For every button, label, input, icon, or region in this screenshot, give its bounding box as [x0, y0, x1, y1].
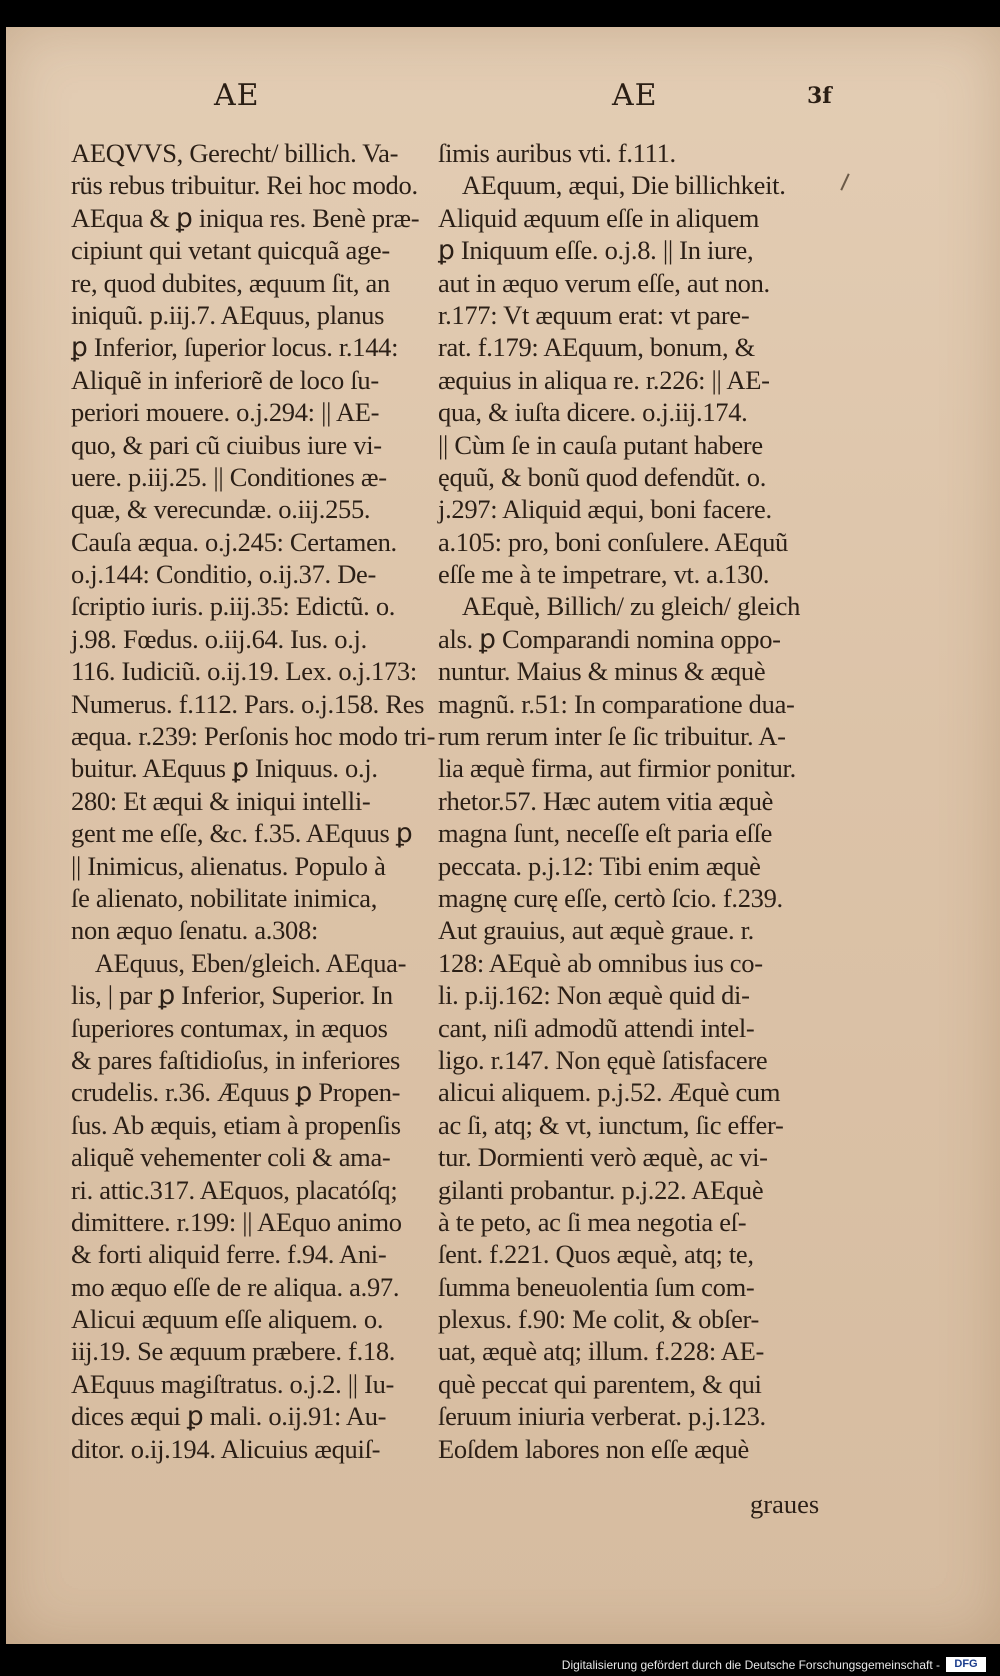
- text-line: æqua. r.239: Perſonis hoc modo tri-: [71, 721, 436, 752]
- text-line: ligo. r.147. Non ęquè ſatisfacere: [438, 1044, 768, 1075]
- text-line: à te peto, ac ſi mea negotia eſ-: [438, 1206, 747, 1237]
- text-line: rüs rebus tribuitur. Rei hoc modo.: [71, 170, 418, 201]
- text-line: j.98. Fœdus. o.iij.64. Ius. o.j.: [71, 623, 367, 654]
- text-line: || Cùm ſe in cauſa putant habere: [438, 429, 763, 460]
- text-column-left: [71, 137, 471, 1465]
- text-line: uat, æquè atq; illum. f.228: AE-: [438, 1336, 765, 1367]
- running-head-right: AE: [612, 78, 658, 113]
- text-line: quo, & pari cũ ciuibus iure vi-: [71, 429, 382, 460]
- text-line: rum rerum inter ſe ſic tribuitur. A-: [438, 721, 786, 752]
- text-line: ri. attic.317. AEquos, placatóſq;: [71, 1174, 398, 1205]
- text-line: ꝑ Inferior, ſuperior locus. r.144:: [71, 332, 399, 363]
- text-line: j.297: Aliquid æqui, boni facere.: [438, 494, 772, 525]
- text-line: ſuperiores contumax, in æquos: [71, 1012, 388, 1043]
- credit-bar: [0, 1652, 1000, 1676]
- text-line: re, quod dubites, æquum ſit, an: [71, 267, 390, 298]
- text-line: mo æquo eſſe de re aliqua. a.97.: [71, 1271, 400, 1302]
- text-line: AEquè, Billich/ zu gleich/ gleich: [438, 591, 801, 622]
- text-line: magnũ. r.51: In comparatione dua-: [438, 688, 795, 719]
- text-line: ſumma beneuolentia ſum com-: [438, 1271, 755, 1302]
- text-line: Aut grauius, aut æquè graue. r.: [438, 915, 754, 946]
- text-line: AEQVVS, Gerecht/ billich. Va-: [71, 138, 399, 168]
- text-line: aliquẽ vehementer coli & ama-: [71, 1142, 391, 1173]
- text-line: gent me eſſe, &c. f.35. AEquus ꝑ: [71, 818, 413, 849]
- text-line: qua, & iuſta dicere. o.j.iij.174.: [438, 397, 748, 428]
- text-line: dimittere. r.199: || AEquo animo: [71, 1206, 402, 1237]
- text-line: ęquũ, & bonũ quod defendũt. o.: [438, 461, 767, 492]
- text-line: 116. Iudiciũ. o.ij.19. Lex. o.j.173:: [71, 656, 417, 687]
- text-line: 280: Et æqui & iniqui intelli-: [71, 785, 371, 816]
- text-line: o.j.144: Conditio, o.ij.37. De-: [71, 559, 377, 590]
- text-line: & forti aliquid ferre. f.94. Ani-: [71, 1239, 387, 1270]
- text-line: ꝑ Iniquum eſſe. o.j.8. || In iure,: [438, 235, 754, 266]
- dfg-logo: DFG: [946, 1657, 986, 1672]
- text-line: Alicui æquum eſſe aliquem. o.: [71, 1304, 384, 1335]
- text-line: non æquo ſenatu. a.308:: [71, 915, 319, 946]
- digitization-credit: Digitalisierung gefördert durch die Deutsche Forschungsgemeinschaft -: [561, 1658, 940, 1672]
- text-line: magna ſunt, neceſſe eſt paria eſſe: [438, 818, 773, 849]
- text-line: quæ, & verecundæ. o.iij.255.: [71, 494, 371, 525]
- text-line: ſus. Ab æquis, etiam à propenſis: [71, 1109, 401, 1140]
- text-line: li. p.ij.162: Non æquè quid di-: [438, 980, 750, 1011]
- text-line: ac ſi, atq; & vt, iunctum, ſic effer-: [438, 1109, 784, 1140]
- text-line: cipiunt qui vetant quicquã age-: [71, 235, 390, 266]
- text-line: a.105: pro, boni conſulere. AEquũ: [438, 526, 788, 557]
- text-line: nuntur. Maius & minus & æquè: [438, 656, 766, 687]
- running-head-left: AE: [214, 78, 260, 113]
- margin-pen-mark: [840, 173, 849, 190]
- text-line: AEquus magiſtratus. o.j.2. || Iu-: [71, 1368, 395, 1399]
- text-line: eſſe me à te impetrare, vt. a.130.: [438, 559, 770, 590]
- text-line: & pares faſtidioſus, in inferiores: [71, 1044, 401, 1075]
- text-line: ſimis auribus vti. f.111.: [438, 138, 676, 168]
- text-line: lia æquè firma, aut firmior ponitur.: [438, 753, 796, 784]
- text-line: r.177: Vt æquum erat: vt pare-: [438, 299, 750, 330]
- text-line: tur. Dormienti verò æquè, ac vi-: [438, 1142, 768, 1173]
- text-line: plexus. f.90: Me colit, & obſer-: [438, 1304, 760, 1335]
- text-line: Cauſa æqua. o.j.245: Certamen.: [71, 526, 397, 557]
- text-column-right: [438, 137, 838, 1465]
- text-line: æquius in aliqua re. r.226: || AE-: [438, 364, 770, 395]
- text-line: gilanti probantur. p.j.22. AEquè: [438, 1174, 764, 1205]
- text-line: lis, | par ꝑ Inferior, Superior. In: [71, 980, 393, 1011]
- text-line: Aliquid æquum eſſe in aliquem: [438, 202, 760, 233]
- text-line: AEquus, Eben/gleich. AEqua-: [71, 947, 407, 978]
- text-line: crudelis. r.36. Æquus ꝑ Propen-: [71, 1077, 401, 1108]
- text-line: què peccat qui parentem, & qui: [438, 1368, 762, 1399]
- text-line: rhetor.57. Hæc autem vitia æquè: [438, 785, 774, 816]
- text-line: cant, niſi admodũ attendi intel-: [438, 1012, 755, 1043]
- text-line: uere. p.iij.25. || Conditiones æ-: [71, 461, 387, 492]
- text-line: ſent. f.221. Quos æquè, atq; te,: [438, 1239, 754, 1270]
- text-line: AEquum, æqui, Die billichkeit.: [438, 170, 786, 201]
- text-line: iij.19. Se æquum præbere. f.18.: [71, 1336, 396, 1367]
- text-line: aut in æquo verum eſſe, aut non.: [438, 267, 770, 298]
- text-line: iniquũ. p.iij.7. AEquus, planus: [71, 299, 385, 330]
- book-page: [6, 27, 1000, 1644]
- folio-number: 3f: [807, 83, 832, 109]
- text-line: ſeruum iniuria verberat. p.j.123.: [438, 1401, 766, 1432]
- text-line: Numerus. f.112. Pars. o.j.158. Res: [71, 688, 425, 719]
- text-line: buitur. AEquus ꝑ Iniquus. o.j.: [71, 753, 378, 784]
- text-line: magnę curę eſſe, certò ſcio. f.239.: [438, 882, 783, 913]
- text-line: || Inimicus, alienatus. Populo à: [71, 850, 386, 881]
- text-line: ſe alienato, nobilitate inimica,: [71, 882, 378, 913]
- text-line: ſcriptio iuris. p.iij.35: Edictũ. o.: [71, 591, 396, 622]
- catchword: graues: [750, 1489, 820, 1519]
- text-line: Aliquẽ in inferiorẽ de loco ſu-: [71, 364, 379, 395]
- text-line: peccata. p.j.12: Tibi enim æquè: [438, 850, 761, 881]
- text-line: 128: AEquè ab omnibus ius co-: [438, 947, 763, 978]
- text-line: periori mouere. o.j.294: || AE-: [71, 397, 380, 428]
- text-line: dices æqui ꝑ mali. o.ij.91: Au-: [71, 1401, 387, 1432]
- text-line: rat. f.179: AEquum, bonum, &: [438, 332, 755, 363]
- text-line: ditor. o.ij.194. Alicuius æquiſ-: [71, 1433, 381, 1464]
- text-line: AEqua & ꝑ iniqua res. Benè præ-: [71, 202, 420, 233]
- text-line: alicui aliquem. p.j.52. Æquè cum: [438, 1077, 781, 1108]
- text-line: als. ꝑ Comparandi nomina oppo-: [438, 623, 781, 654]
- text-line: Eoſdem labores non eſſe æquè: [438, 1433, 749, 1464]
